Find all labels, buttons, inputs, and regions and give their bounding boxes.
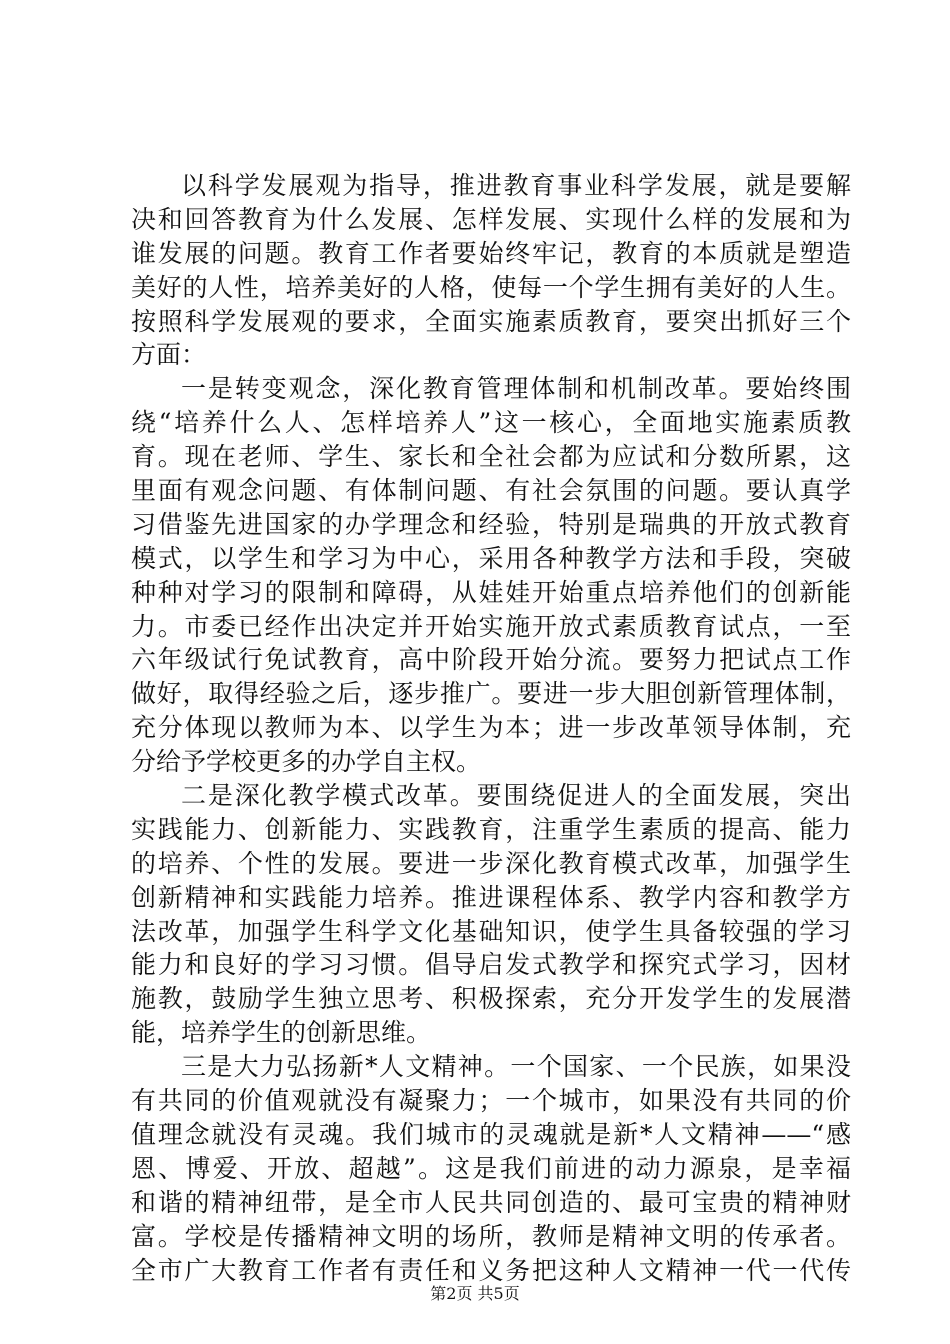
text-line: 习借鉴先进国家的办学理念和经验，特别是瑞典的开放式教育: [131, 509, 851, 539]
text-line: 能力和良好的学习习惯。倡导启发式教学和探究式学习，因材: [131, 950, 851, 980]
text-line: 和谐的精神纽带，是全市人民共同创造的、最可宝贵的精神财: [131, 1187, 851, 1217]
text-line: 模式，以学生和学习为中心，采用各种教学方法和手段，突破: [131, 543, 851, 573]
text-line: 分给予学校更多的办学自主权。: [131, 747, 482, 777]
text-line: 能，培养学生的创新思维。: [131, 1018, 432, 1048]
text-line: 实践能力、创新能力、实践教育，注重学生素质的提高、能力: [131, 814, 851, 844]
text-line: 恩、博爱、开放、超越”。这是我们前进的动力源泉，是幸福: [131, 1153, 851, 1183]
paragraph-point-one: [131, 372, 851, 779]
paragraph-point-two: [131, 779, 851, 1050]
body-text: [131, 169, 851, 1287]
text-line: 绕“培养什么人、怎样培养人”这一核心，全面地实施素质教: [131, 408, 851, 438]
text-line: 力。市委已经作出决定并开始实施开放式素质教育试点，一至: [131, 611, 851, 641]
text-line: 的培养、个性的发展。要进一步深化教育模式改革，加强学生: [131, 848, 851, 878]
text-line: 全市广大教育工作者有责任和义务把这种人文精神一代一代传: [131, 1255, 851, 1285]
text-line: 谁发展的问题。教育工作者要始终牢记，教育的本质就是塑造: [131, 238, 851, 268]
text-line: 充分体现以教师为本、以学生为本；进一步改革领导体制，充: [131, 713, 851, 743]
text-line: 以科学发展观为指导，推进教育事业科学发展，就是要解: [181, 171, 851, 200]
text-line: 按照科学发展观的要求，全面实施素质教育，要突出抓好三个: [131, 306, 851, 336]
text-line: 决和回答教育为什么发展、怎样发展、实现什么样的发展和为: [131, 204, 851, 234]
text-line: 做好，取得经验之后，逐步推广。要进一步大胆创新管理体制，: [131, 679, 851, 709]
text-line: 有共同的价值观就没有凝聚力；一个城市，如果没有共同的价: [131, 1086, 851, 1116]
text-line: 方面：: [131, 340, 207, 370]
paragraph-intro: [131, 169, 851, 372]
text-line: 三是大力弘扬新*人文精神。一个国家、一个民族，如果没: [181, 1052, 851, 1082]
text-line: 创新精神和实践能力培养。推进课程体系、教学内容和教学方: [131, 882, 851, 912]
text-line: 里面有观念问题、有体制问题、有社会氛围的问题。要认真学: [131, 476, 851, 506]
text-line: 富。学校是传播精神文明的场所，教师是精神文明的传承者。: [131, 1221, 851, 1251]
text-line: 法改革，加强学生科学文化基础知识，使学生具备较强的学习: [131, 916, 851, 946]
text-line: 种种对学习的限制和障碍，从娃娃开始重点培养他们的创新能: [131, 577, 851, 607]
text-line: 育。现在老师、学生、家长和全社会都为应试和分数所累，这: [131, 442, 851, 472]
text-line: 美好的人性，培养美好的人格，使每一个学生拥有美好的人生。: [131, 272, 851, 302]
text-line: 施教，鼓励学生独立思考、积极探索，充分开发学生的发展潜: [131, 984, 851, 1014]
text-line: 一是转变观念，深化教育管理体制和机制改革。要始终围: [181, 374, 851, 404]
text-line: 值理念就没有灵魂。我们城市的灵魂就是新*人文精神——“感: [131, 1119, 851, 1149]
page-number-footer: 第2页 共5页: [430, 1284, 520, 1303]
paragraph-point-three: [131, 1050, 851, 1287]
text-line: 二是深化教学模式改革。要围绕促进人的全面发展，突出: [181, 781, 851, 811]
text-line: 六年级试行免试教育，高中阶段开始分流。要努力把试点工作: [131, 645, 851, 675]
